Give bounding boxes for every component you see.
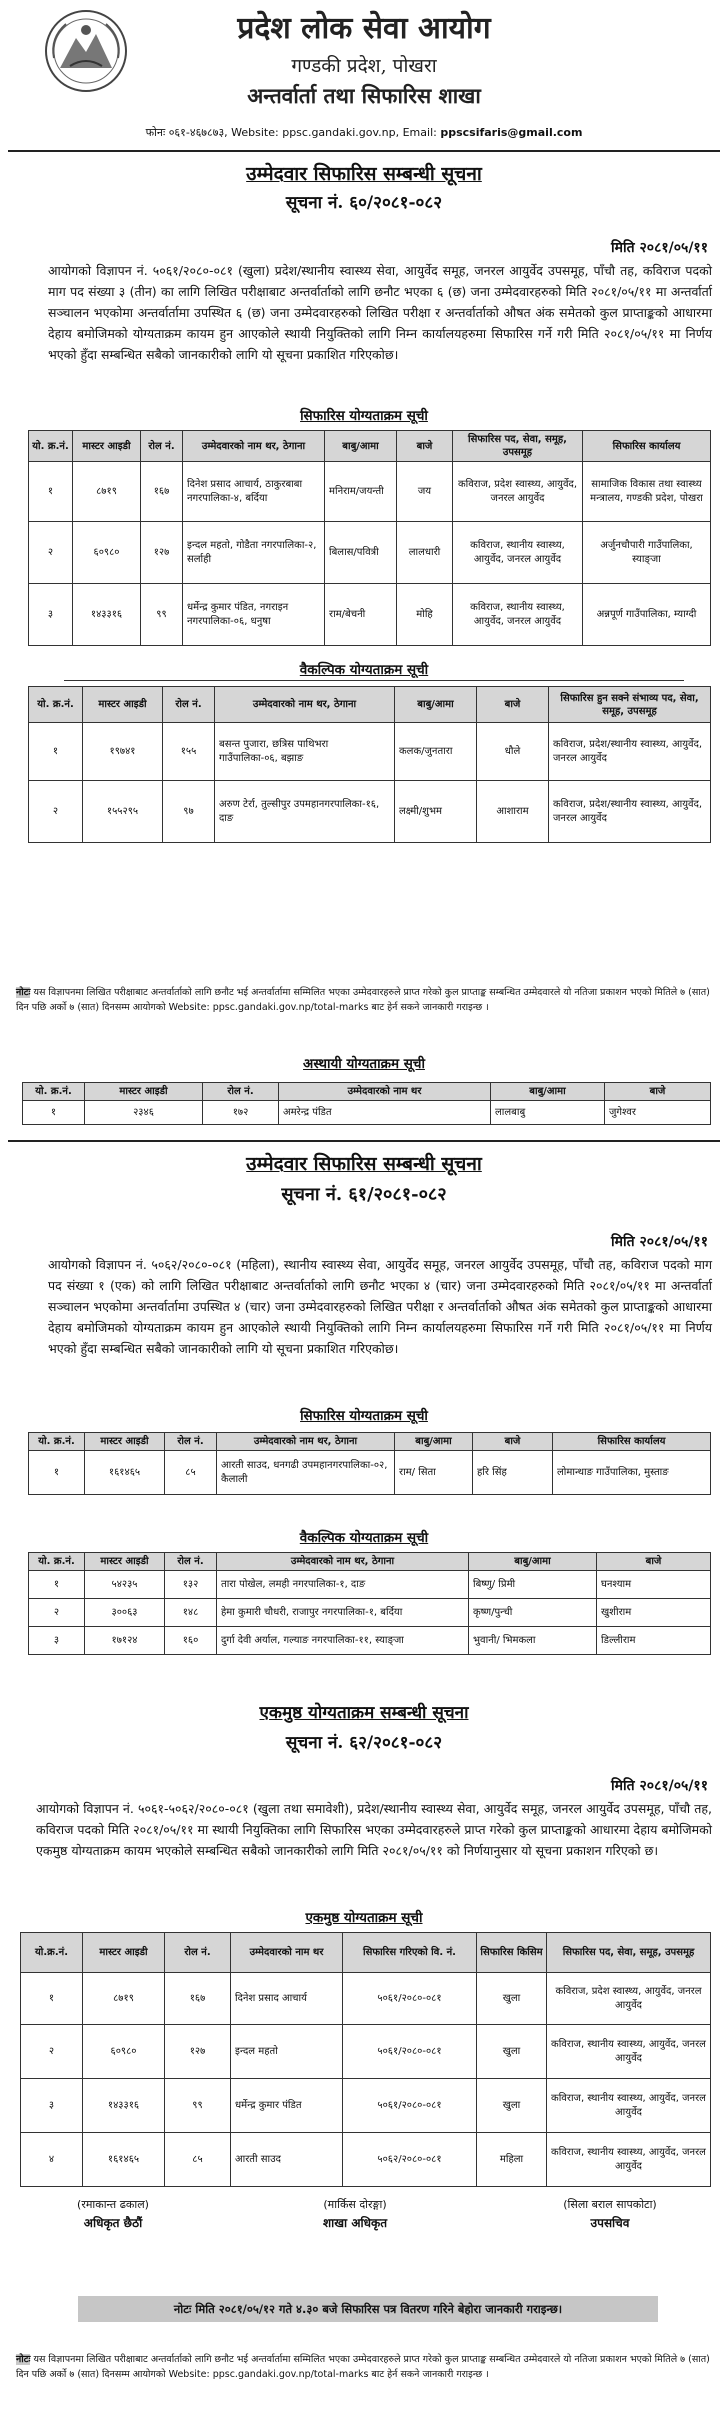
table-cell: ९९ xyxy=(141,584,183,646)
table-cell: अरुण टेर्रा, तुल्सीपुर उपमहानगरपालिका-१६, दाङ xyxy=(215,781,395,843)
signatory-role: अधिकृत छैठौं xyxy=(83,2216,143,2230)
signatory-name: (रमाकान्त ढकाल) xyxy=(77,2198,149,2211)
notice1-rec-table xyxy=(28,430,711,646)
notice1-temp-title: अस्थायी योग्यताक्रम सूची xyxy=(303,1056,425,1072)
column-header: रोल नं. xyxy=(165,1933,231,1973)
column-header: यो. क्र.नं. xyxy=(29,431,73,462)
notice1-rec-title: सिफारिस योग्यताक्रम सूची xyxy=(300,408,428,424)
table-cell: २ xyxy=(29,1599,85,1627)
table-cell: आशाराम xyxy=(477,781,549,843)
table-row xyxy=(29,522,711,584)
column-header: मास्टर आइडी xyxy=(85,1553,165,1571)
notice2-rec-table xyxy=(28,1432,711,1495)
table-cell: हेमा कुमारी चौधरी, राजापुर नगरपालिका-१, बर्दिया xyxy=(217,1599,469,1627)
column-header: बाबु/आमा xyxy=(491,1083,605,1101)
contact-text: फोनः ०६१-४६७८७३, Website: ppsc.gandaki.gov.np, Email: xyxy=(145,126,441,139)
notice3-paragraph: आयोगको विज्ञापन नं. ५०६१-५०६२/२०८०-०८१ (खुला तथा समावेशी), प्रदेश/स्थानीय स्वास्थ्य सेवा, आयुर्वेद समूह, जनरल आयुर्वेद उपसमूह, पाँचौ तह, कविराज पदको मिति २०८१/०५/११ मा स्थायी नियुक्तिका लागि सिफारिस भएका उम्मेदवारहरुले प्राप्त गरेको कुल प्राप्ताङ्कको आधारमा देहाय बमोजिमको एकमुष्ठ योग्यताक्रम कायम भएकोले सम्बन्धित सबैको जानकारीको लागि मिति २०८१/०५/११ को निर्णयानुसार यो सूचना प्रकाशन गरिएको छ। xyxy=(36,1801,712,1858)
table-cell: कविराज, प्रदेश स्वास्थ्य, आयुर्वेद, जनरल आयुर्वेद xyxy=(547,1973,711,2025)
table-cell: ३ xyxy=(21,2079,83,2133)
table-cell: मनिराम/जयन्ती xyxy=(325,462,397,522)
table-cell: लोमान्थाङ गाउँपालिका, मुस्ताङ xyxy=(553,1451,711,1495)
table-cell: १९७४१ xyxy=(83,723,163,781)
table-cell: हरि सिंह xyxy=(473,1451,553,1495)
column-header: मास्टर आइडी xyxy=(83,687,163,723)
table-row xyxy=(21,2133,711,2187)
table-cell: ९७ xyxy=(163,781,215,843)
table-cell: २३४६ xyxy=(85,1101,203,1125)
column-header: बाबु/आमा xyxy=(469,1553,597,1571)
column-header: उम्मेदवारको नाम थर, ठेगाना xyxy=(215,687,395,723)
column-header: उम्मेदवारको नाम थर xyxy=(231,1933,343,1973)
table-cell: १३२ xyxy=(165,1571,217,1599)
table-cell: लालबाबु xyxy=(491,1101,605,1125)
table-cell: धौले xyxy=(477,723,549,781)
column-header: रोल नं. xyxy=(203,1083,279,1101)
table-cell: कविराज, प्रदेश/स्थानीय स्वास्थ्य, आयुर्वेद, जनरल आयुर्वेद xyxy=(549,723,711,781)
signatory-name: (मार्किस दोरङ्गा) xyxy=(323,2198,387,2211)
notice2-rec-title: सिफारिस योग्यताक्रम सूची xyxy=(300,1408,428,1424)
table-cell: कविराज, स्थानीय स्वास्थ्य, आयुर्वेद, जनरल आयुर्वेद xyxy=(453,522,583,584)
table-cell: आरती साउद, धनगढी उपमहानगरपालिका-०२, कैलाली xyxy=(217,1451,395,1495)
column-header: उम्मेदवारको नाम थर, ठेगाना xyxy=(183,431,325,462)
table-row xyxy=(21,2079,711,2133)
table-header-row xyxy=(21,1933,711,1973)
signatory-role: शाखा अधिकृत xyxy=(322,2216,388,2230)
table-row xyxy=(29,781,711,843)
org-name: प्रदेश लोक सेवा आयोग xyxy=(237,11,491,46)
table-header-row xyxy=(29,431,711,462)
table-cell: ३ xyxy=(29,1627,85,1655)
table-cell: १ xyxy=(29,1451,85,1495)
column-header: मास्टर आइडी xyxy=(85,1433,165,1451)
table-row xyxy=(29,1627,711,1655)
table-cell: कविराज, स्थानीय स्वास्थ्य, आयुर्वेद, जनरल आयुर्वेद xyxy=(547,2025,711,2079)
table-cell: जय xyxy=(397,462,453,522)
table-cell: धर्मेन्द्र कुमार पंडित, नगराइन नगरपालिका-०६, धनुषा xyxy=(183,584,325,646)
letterhead xyxy=(0,0,728,152)
column-header: मास्टर आइडी xyxy=(73,431,141,462)
table-cell: इन्दल महतो xyxy=(231,2025,343,2079)
table-cell: बिष्णु/ प्रिमी xyxy=(469,1571,597,1599)
table-cell: आरती साउद xyxy=(231,2133,343,2187)
table-cell: १६० xyxy=(165,1627,217,1655)
column-header: उम्मेदवारको नाम थर, ठेगाना xyxy=(217,1433,395,1451)
table-cell: तारा पोखेल, लमही नगरपालिका-१, दाङ xyxy=(217,1571,469,1599)
table-cell: १७२ xyxy=(203,1101,279,1125)
table-cell: १६७ xyxy=(141,462,183,522)
column-header: बाबु/आमा xyxy=(395,1433,473,1451)
table-cell: इन्दल महतो, गोडैता नगरपालिका-२, सर्लाही xyxy=(183,522,325,584)
notice2-date: मिति २०८१/०५/११ xyxy=(611,1234,708,1250)
note-text: यस विज्ञापनमा लिखित परीक्षाबाट अन्तर्वार्ताको लागि छनौट भई अन्तर्वार्तामा सम्मिलित भएका उम्मेदवारहरुले प्राप्त गरेको कुल प्राप्ताङ्क सम्बन्धित उम्मेदवारले यो नतिजा प्रकाशन भएको मितिले ७ (सात) दिन पछि अर्को ७ (सात) दिनसम्म आयोगको Website: ppsc.gandaki.gov.np/total-marks बाट हेर्न सकने जानकारी गराइन्छ । xyxy=(16,2354,710,2380)
table-cell: १६१४६५ xyxy=(83,2133,165,2187)
column-header: यो. क्र.नं. xyxy=(29,1433,85,1451)
province-name: गण्डकी प्रदेश, पोखरा xyxy=(291,55,437,77)
table-cell: दुर्गा देवी अर्याल, गल्याङ नगरपालिका-११, स्याङ्जा xyxy=(217,1627,469,1655)
email-link[interactable]: ppscsifaris@gmail.com xyxy=(440,126,583,139)
notice3-number: सूचना नं. ६२/२०८१-०८२ xyxy=(285,1733,443,1753)
column-header: रोल नं. xyxy=(165,1433,217,1451)
table-cell: मोहि xyxy=(397,584,453,646)
table-header-row xyxy=(29,687,711,723)
notice2-title: उम्मेदवार सिफारिस सम्बन्धी सूचना xyxy=(246,1153,482,1175)
signature-block xyxy=(520,2196,700,2232)
table-cell: भुवानी/ भिमकला xyxy=(469,1627,597,1655)
table-cell: १ xyxy=(29,723,83,781)
table-cell: खुला xyxy=(477,2079,547,2133)
table-cell: अन्नपूर्ण गाउँपालिका, म्याग्दी xyxy=(583,584,711,646)
column-header: सिफारिस किसिम xyxy=(477,1933,547,1973)
column-header: उम्मेदवारको नाम थर xyxy=(279,1083,491,1101)
column-header: यो. क्र.नं. xyxy=(23,1083,85,1101)
column-header: सिफारिस गरिएको वि. नं. xyxy=(343,1933,477,1973)
table-cell: अमरेन्द्र पंडित xyxy=(279,1101,491,1125)
table-cell: १ xyxy=(29,462,73,522)
column-header: यो.क्र.नं. xyxy=(21,1933,83,1973)
column-header: यो. क्र.नं. xyxy=(29,687,83,723)
header-divider xyxy=(8,150,720,152)
table-cell: महिला xyxy=(477,2133,547,2187)
table-cell: दिनेश प्रसाद आचार्य, ठाकुरबाबा नगरपालिका-४, बर्दिया xyxy=(183,462,325,522)
notice1-note xyxy=(16,985,716,1015)
signature-block xyxy=(270,2196,440,2232)
table-cell: ६०९८० xyxy=(73,522,141,584)
table-cell: घनश्याम xyxy=(597,1571,711,1599)
column-header: सिफारिस कार्यालय xyxy=(583,431,711,462)
note-text: यस विज्ञापनमा लिखित परीक्षाबाट अन्तर्वार्ताको लागि छनौट भई अन्तर्वार्तामा सम्मिलित भएका उम्मेदवारहरुले प्राप्त गरेको कुल प्राप्ताङ्क सम्बन्धित उम्मेदवारले यो नतिजा प्रकाशन भएको मितिले ७ (सात) दिन पछि अर्को ७ (सात) दिनसम्म आयोगको Website: ppsc.gandaki.gov.np/total-marks बाट हेर्न सकने जानकारी गराइन्छ । xyxy=(16,987,710,1013)
signatory-name: (सिला बराल सापकोटा) xyxy=(563,2198,657,2211)
table-cell: अर्जुनचौपारी गाउँपालिका, स्याङ्जा xyxy=(583,522,711,584)
notice1-title: उम्मेदवार सिफारिस सम्बन्धी सूचना xyxy=(246,163,482,185)
column-header: रोल नं. xyxy=(163,687,215,723)
notice2-number: सूचना नं. ६१/२०८१-०८२ xyxy=(281,1184,447,1205)
table-row xyxy=(29,723,711,781)
table-cell: २ xyxy=(29,781,83,843)
table-cell: कविराज, प्रदेश/स्थानीय स्वास्थ्य, आयुर्वेद, जनरल आयुर्वेद xyxy=(549,781,711,843)
note-label: नोटः xyxy=(16,2354,31,2365)
footer-note xyxy=(16,2352,716,2382)
table-cell: १२७ xyxy=(141,522,183,584)
table-cell: ५०६१/२०८०-०८१ xyxy=(343,2025,477,2079)
table-cell: कृष्ण/पुन्ची xyxy=(469,1599,597,1627)
column-header: रोल नं. xyxy=(165,1553,217,1571)
column-header: मास्टर आइडी xyxy=(83,1933,165,1973)
table-cell: कविराज, स्थानीय स्वास्थ्य, आयुर्वेद, जनरल आयुर्वेद xyxy=(547,2133,711,2187)
notice1-alt-title: वैकल्पिक योग्यताक्रम सूची xyxy=(299,662,429,678)
notice1-paragraph: आयोगको विज्ञापन नं. ५०६१/२०८०-०८१ (खुला) प्रदेश/स्थानीय स्वास्थ्य सेवा, आयुर्वेद समूह, जनरल आयुर्वेद उपसमूह, पाँचौ तह, कविराज पदको माग पद संख्या ३ (तीन) का लागि लिखित परीक्षाबाट अन्तर्वार्ताको लागि छनौट भएका ६ (छ) जना उम्मेदवारहरुको मिति २०८१/०५/११ मा अन्तर्वार्ता सञ्चालन भएकोमा अन्तर्वार्तामा उपस्थित ६ (छ) जना उम्मेदवारहरुको लिखित परीक्षा र अन्तर्वार्ताको औषत अंक समेतको कुल प्राप्ताङ्कको आधारमा देहाय बमोजिमको योग्यताक्रम कायम हुन आएकोले स्थायी नियुक्तिको लागि निम्न कार्यालयहरुमा सिफारिस गर्ने गरी मिति २०८१/०५/११ मा निर्णय भएको हुँदा सम्बन्धित सबैको जानकारीको लागि यो सूचना प्रकाशित गरिएकोछ। xyxy=(48,263,712,362)
column-header: यो. क्र.नं. xyxy=(29,1553,85,1571)
column-header: बाबु/आमा xyxy=(395,687,477,723)
table-cell: ८७१९ xyxy=(73,462,141,522)
table-cell: खुला xyxy=(477,1973,547,2025)
notice3-list-title: एकमुष्ठ योग्यताक्रम सूची xyxy=(305,1910,423,1926)
table-cell: १२७ xyxy=(165,2025,231,2079)
table-cell: २ xyxy=(21,2025,83,2079)
column-header: बाजे xyxy=(477,687,549,723)
column-header: मास्टर आइडी xyxy=(85,1083,203,1101)
column-header: बाजे xyxy=(473,1433,553,1451)
column-header: सिफारिस पद, सेवा, समूह, उपसमूह xyxy=(453,431,583,462)
signature-block xyxy=(28,2196,198,2232)
column-header: बाजे xyxy=(397,431,453,462)
notice1-temp-table xyxy=(22,1082,711,1125)
table-row xyxy=(29,1571,711,1599)
column-header: रोल नं. xyxy=(141,431,183,462)
table-row xyxy=(29,584,711,646)
table-row xyxy=(29,462,711,522)
table-cell: लालधारी xyxy=(397,522,453,584)
table-cell: ५०६१/२०८०-०८१ xyxy=(343,2079,477,2133)
notice3-date: मिति २०८१/०५/११ xyxy=(611,1778,708,1794)
table-cell: ८७१९ xyxy=(83,1973,165,2025)
table-cell: ८५ xyxy=(165,1451,217,1495)
table-cell: कलक/जुनतारा xyxy=(395,723,477,781)
table-cell: बिलास/पवित्री xyxy=(325,522,397,584)
table-cell: ५४२३५ xyxy=(85,1571,165,1599)
table-cell: १ xyxy=(23,1101,85,1125)
column-header: बाजे xyxy=(597,1553,711,1571)
table-cell: ३ xyxy=(29,584,73,646)
distribution-note-bar: नोटः मिति २०८१/०५/१२ गते ४.३० बजे सिफारिस पत्र वितरण गरिने बेहोरा जानकारी गराइन्छ। xyxy=(78,2296,658,2322)
notice2-alt-table xyxy=(28,1552,711,1655)
table-cell: खुला xyxy=(477,2025,547,2079)
table-cell: १६७ xyxy=(165,1973,231,2025)
table-cell: दिनेश प्रसाद आचार्य xyxy=(231,1973,343,2025)
table-cell: धर्मेन्द्र कुमार पंडित xyxy=(231,2079,343,2133)
table-cell: डिल्लीराम xyxy=(597,1627,711,1655)
table-cell: १७१२४ xyxy=(85,1627,165,1655)
table-cell: १५५२९५ xyxy=(83,781,163,843)
signatory-role: उपसचिव xyxy=(590,2216,630,2230)
table-cell: ८५ xyxy=(165,2133,231,2187)
section-divider xyxy=(64,680,684,681)
notice3-list-table xyxy=(20,1932,711,2187)
table-cell: १६१४६५ xyxy=(85,1451,165,1495)
table-row xyxy=(21,1973,711,2025)
branch-name: अन्तर्वार्ता तथा सिफारिस शाखा xyxy=(247,83,481,108)
table-cell: ५०६२/२०८०-०८१ xyxy=(343,2133,477,2187)
table-cell: १५५ xyxy=(163,723,215,781)
table-row xyxy=(21,2025,711,2079)
table-cell: जुगेश्वर xyxy=(605,1101,711,1125)
section-divider xyxy=(8,1140,720,1142)
notice1-date: मिति २०८१/०५/११ xyxy=(611,240,708,256)
table-row xyxy=(29,1599,711,1627)
table-cell: १४३३१६ xyxy=(73,584,141,646)
note-label: नोटः xyxy=(16,987,31,998)
column-header: बाबु/आमा xyxy=(325,431,397,462)
table-cell: बसन्त पुजारा, छत्रिस पाथिभरा गाउँपालिका-०६, बझाङ xyxy=(215,723,395,781)
table-cell: कविराज, स्थानीय स्वास्थ्य, आयुर्वेद, जनरल आयुर्वेद xyxy=(453,584,583,646)
column-header: बाजे xyxy=(605,1083,711,1101)
notice3-title: एकमुष्ठ योग्यताक्रम सम्बन्धी सूचना xyxy=(259,1703,469,1723)
contact-line xyxy=(0,125,728,140)
table-cell: कविराज, स्थानीय स्वास्थ्य, आयुर्वेद, जनरल आयुर्वेद xyxy=(547,2079,711,2133)
table-cell: १४३३१६ xyxy=(83,2079,165,2133)
table-header-row xyxy=(29,1553,711,1571)
table-cell: कविराज, प्रदेश स्वास्थ्य, आयुर्वेद, जनरल आयुर्वेद xyxy=(453,462,583,522)
table-cell: खुशीराम xyxy=(597,1599,711,1627)
column-header: सिफारिस हुन सक्ने संभाव्य पद, सेवा, समूह, उपसमूह xyxy=(549,687,711,723)
table-cell: ६०९८० xyxy=(83,2025,165,2079)
table-cell: ३००६३ xyxy=(85,1599,165,1627)
table-row xyxy=(29,1451,711,1495)
table-cell: ४ xyxy=(21,2133,83,2187)
table-header-row xyxy=(29,1433,711,1451)
table-cell: लक्ष्मी/शुभम xyxy=(395,781,477,843)
table-cell: ९९ xyxy=(165,2079,231,2133)
table-cell: १४८ xyxy=(165,1599,217,1627)
notice2-paragraph: आयोगको विज्ञापन नं. ५०६२/२०८०-०८१ (महिला), स्थानीय स्वास्थ्य सेवा, आयुर्वेद समूह, जनरल आयुर्वेद उपसमूह, पाँचौ तह, कविराज पदको माग पद संख्या १ (एक) को लागि लिखित परीक्षाबाट अन्तर्वार्ताको लागि छनौट भएका ४ (चार) जना उम्मेदवारहरुको मिति २०८१/०५/११ मा अन्तर्वार्ता सञ्चालन भएकोमा अन्तर्वार्तामा उपस्थित ४ (चार) जना उम्मेदवारहरुको लिखित परीक्षा र अन्तर्वार्ताको औषत अंक समेतको कुल प्राप्ताङ्कको आधारमा देहाय बमोजिमको योग्यताक्रम कायम हुन आएकोले स्थायी नियुक्तिको लागि निम्न कार्यालयहरुमा सिफारिस गर्ने गरी मिति २०८१/०५/११ मा निर्णय भएको हुँदा सम्बन्धित सबैको जानकारीको लागि यो सूचना प्रकाशित गरिएकोछ। xyxy=(48,1257,712,1356)
table-header-row xyxy=(23,1083,711,1101)
table-cell: २ xyxy=(29,522,73,584)
table-cell: १ xyxy=(29,1571,85,1599)
column-header: उम्मेदवारको नाम थर, ठेगाना xyxy=(217,1553,469,1571)
notice1-number: सूचना नं. ६०/२०८१-०८२ xyxy=(285,193,443,213)
table-cell: सामाजिक विकास तथा स्वास्थ्य मन्त्रालय, गण्डकी प्रदेश, पोखरा xyxy=(583,462,711,522)
column-header: सिफारिस कार्यालय xyxy=(553,1433,711,1451)
column-header: सिफारिस पद, सेवा, समूह, उपसमूह xyxy=(547,1933,711,1973)
table-cell: ५०६१/२०८०-०८१ xyxy=(343,1973,477,2025)
table-cell: राम/ सिता xyxy=(395,1451,473,1495)
notice2-alt-title: वैकल्पिक योग्यताक्रम सूची xyxy=(299,1530,429,1546)
table-row xyxy=(23,1101,711,1125)
table-cell: राम/बेचनी xyxy=(325,584,397,646)
notice1-alt-table xyxy=(28,686,711,843)
table-cell: १ xyxy=(21,1973,83,2025)
